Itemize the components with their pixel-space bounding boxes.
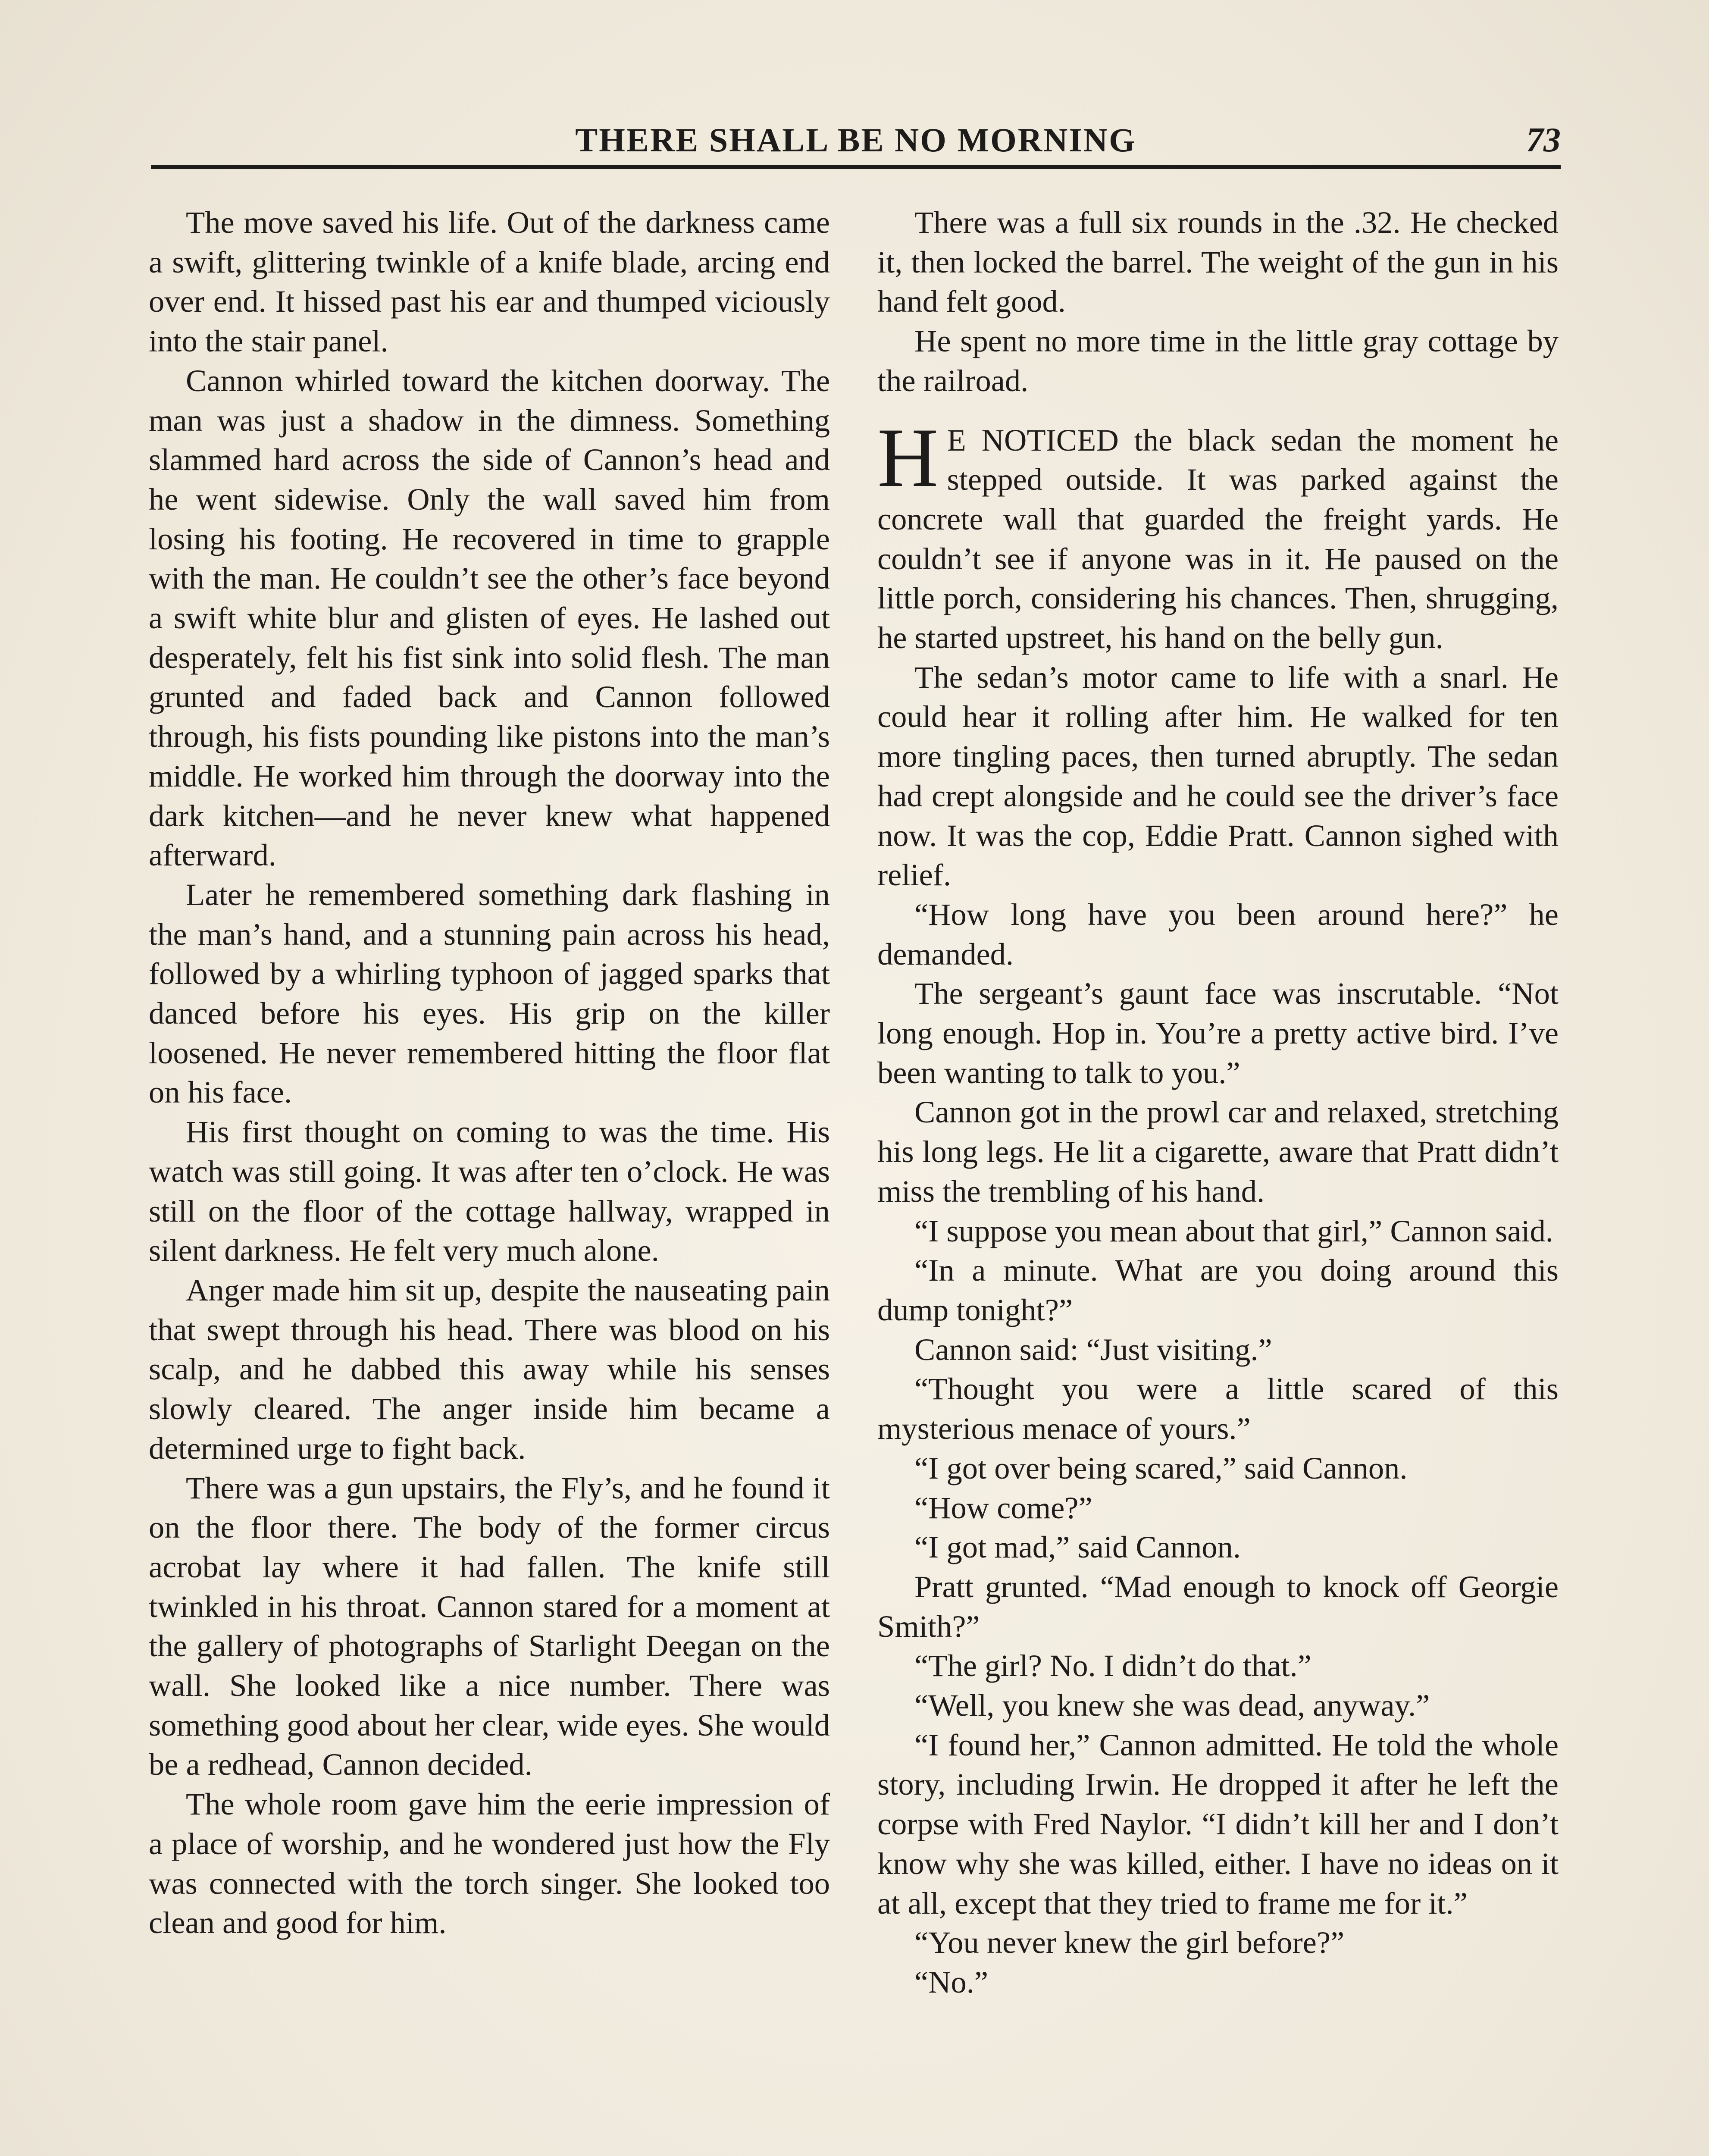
paragraph: He spent no more time in the little gray cottage by the railroad. (877, 323, 1559, 398)
paragraph: “The girl? No. I didn’t do that.” (914, 1648, 1311, 1683)
paragraph: His first thought on coming to was the time. His watch was still going. It was after ten o’clock. He was still on the floor of the cottage hallway, wrapped in silent darkness. He felt very much alone. (149, 1114, 830, 1268)
paragraph: “I suppose you mean about that girl,” Cannon said. (914, 1213, 1553, 1248)
left-column (149, 203, 830, 1943)
paragraph: Cannon got in the prowl car and relaxed, stretching his long legs. He lit a cigarette, aware that Pratt didn’t miss the trembling of his hand. (877, 1094, 1559, 1209)
paragraph: There was a gun upstairs, the Fly’s, and he found it on the floor there. The body of the former circus acrobat lay where it had fallen. The knife still twinkled in his throat. Cannon stared for a moment at the gallery of photographs of Starlight Deegan on the wall. She looked like a nice number. There was something good about her clear, wide eyes. She would be a redhead, Cannon decided. (149, 1470, 830, 1782)
paragraph: Later he remembered something dark flashing in the man’s hand, and a stunning pain across his head, followed by a whirling typhoon of jagged sparks that danced before his eyes. His grip on the killer loosened. He never remembered hitting the floor flat on his face. (149, 877, 830, 1110)
drop-cap-paragraph-text: E NOTICED the black sedan the moment he stepped outside. It was parked against the concrete wall that guarded the freight yards. He couldn’t see if anyone was in it. He paused on the little porch, considering his chances. Then, shrugging, he started upstreet, his hand on the belly gun. (877, 422, 1559, 655)
paragraph: “How come?” (914, 1490, 1092, 1525)
paragraph: The sergeant’s gaunt face was inscrutable. “Not long enough. Hop in. You’re a pretty active bird. I’ve been wanting to talk to you.” (877, 976, 1559, 1090)
paragraph: Cannon whirled toward the kitchen doorway. The man was just a shadow in the dimness. Something slammed hard across the side of Cannon’s head and he went sidewise. Only the wall saved him from losing his footing. He recovered in time to grapple with the man. He couldn’t see the other’s face beyond a swift white blur and glisten of eyes. He lashed out desperately, felt his fist sink into solid flesh. The man grunted and faded back and Cannon followed through, his fists pounding like pistons into the man’s middle. He worked him through the doorway into the dark kitchen—and he never knew what happened afterward. (149, 363, 830, 873)
paragraph: “I got mad,” said Cannon. (914, 1529, 1241, 1565)
paragraph: Anger made him sit up, despite the nauseating pain that swept through his head. There was blood on his scalp, and he dabbed this away while his senses slowly cleared. The anger inside him became a determined urge to fight back. (149, 1272, 830, 1466)
paragraph: “Thought you were a little scared of this mysterious menace of yours.” (877, 1371, 1559, 1446)
paragraph: “I got over being scared,” said Cannon. (914, 1450, 1408, 1485)
paragraph: There was a full six rounds in the .32. He checked it, then locked the barrel. The weight of the gun in his hand felt good. (877, 205, 1559, 319)
paragraph: The move saved his life. Out of the darkness came a swift, glittering twinkle of a knife blade, arcing end over end. It hissed past his ear and thumped viciously into the stair panel. (149, 205, 830, 359)
paragraph: Cannon said: “Just visiting.” (914, 1332, 1272, 1367)
paragraph: “How long have you been around here?” he demanded. (877, 896, 1559, 971)
header-rule (151, 165, 1561, 169)
paragraph: Pratt grunted. “Mad enough to knock off Georgie Smith?” (877, 1569, 1559, 1644)
paragraph: “No.” (914, 1964, 989, 1999)
drop-cap: H (877, 411, 939, 505)
paragraph: The whole room gave him the eerie impression of a place of worship, and he wondered just how the Fly was connected with the torch singer. She looked too clean and good for him. (149, 1786, 830, 1940)
section-opening-paragraph (877, 411, 1559, 658)
page-header (151, 116, 1561, 164)
running-title: THERE SHALL BE NO MORNING (575, 121, 1136, 159)
paragraph: “In a minute. What are you doing around this dump tonight?” (877, 1253, 1559, 1327)
paragraph: The sedan’s motor came to life with a snarl. He could hear it rolling after him. He walked for ten more tingling paces, then turned abruptly. The sedan had crept alongside and he could see the driver’s face now. It was the cop, Eddie Pratt. Cannon sighed with relief. (877, 659, 1559, 893)
paragraph: “You never knew the girl before?” (914, 1925, 1345, 1960)
page-number: 73 (1526, 121, 1561, 159)
right-column (877, 203, 1559, 2002)
paragraph: “Well, you knew she was dead, anyway.” (914, 1688, 1430, 1723)
paragraph: “I found her,” Cannon admitted. He told the whole story, including Irwin. He dropped it after he left the corpse with Fred Naylor. “I didn’t kill her and I don’t know why she was killed, either. I have no ideas on it at all, except that they tried to frame me for it.” (877, 1727, 1559, 1921)
